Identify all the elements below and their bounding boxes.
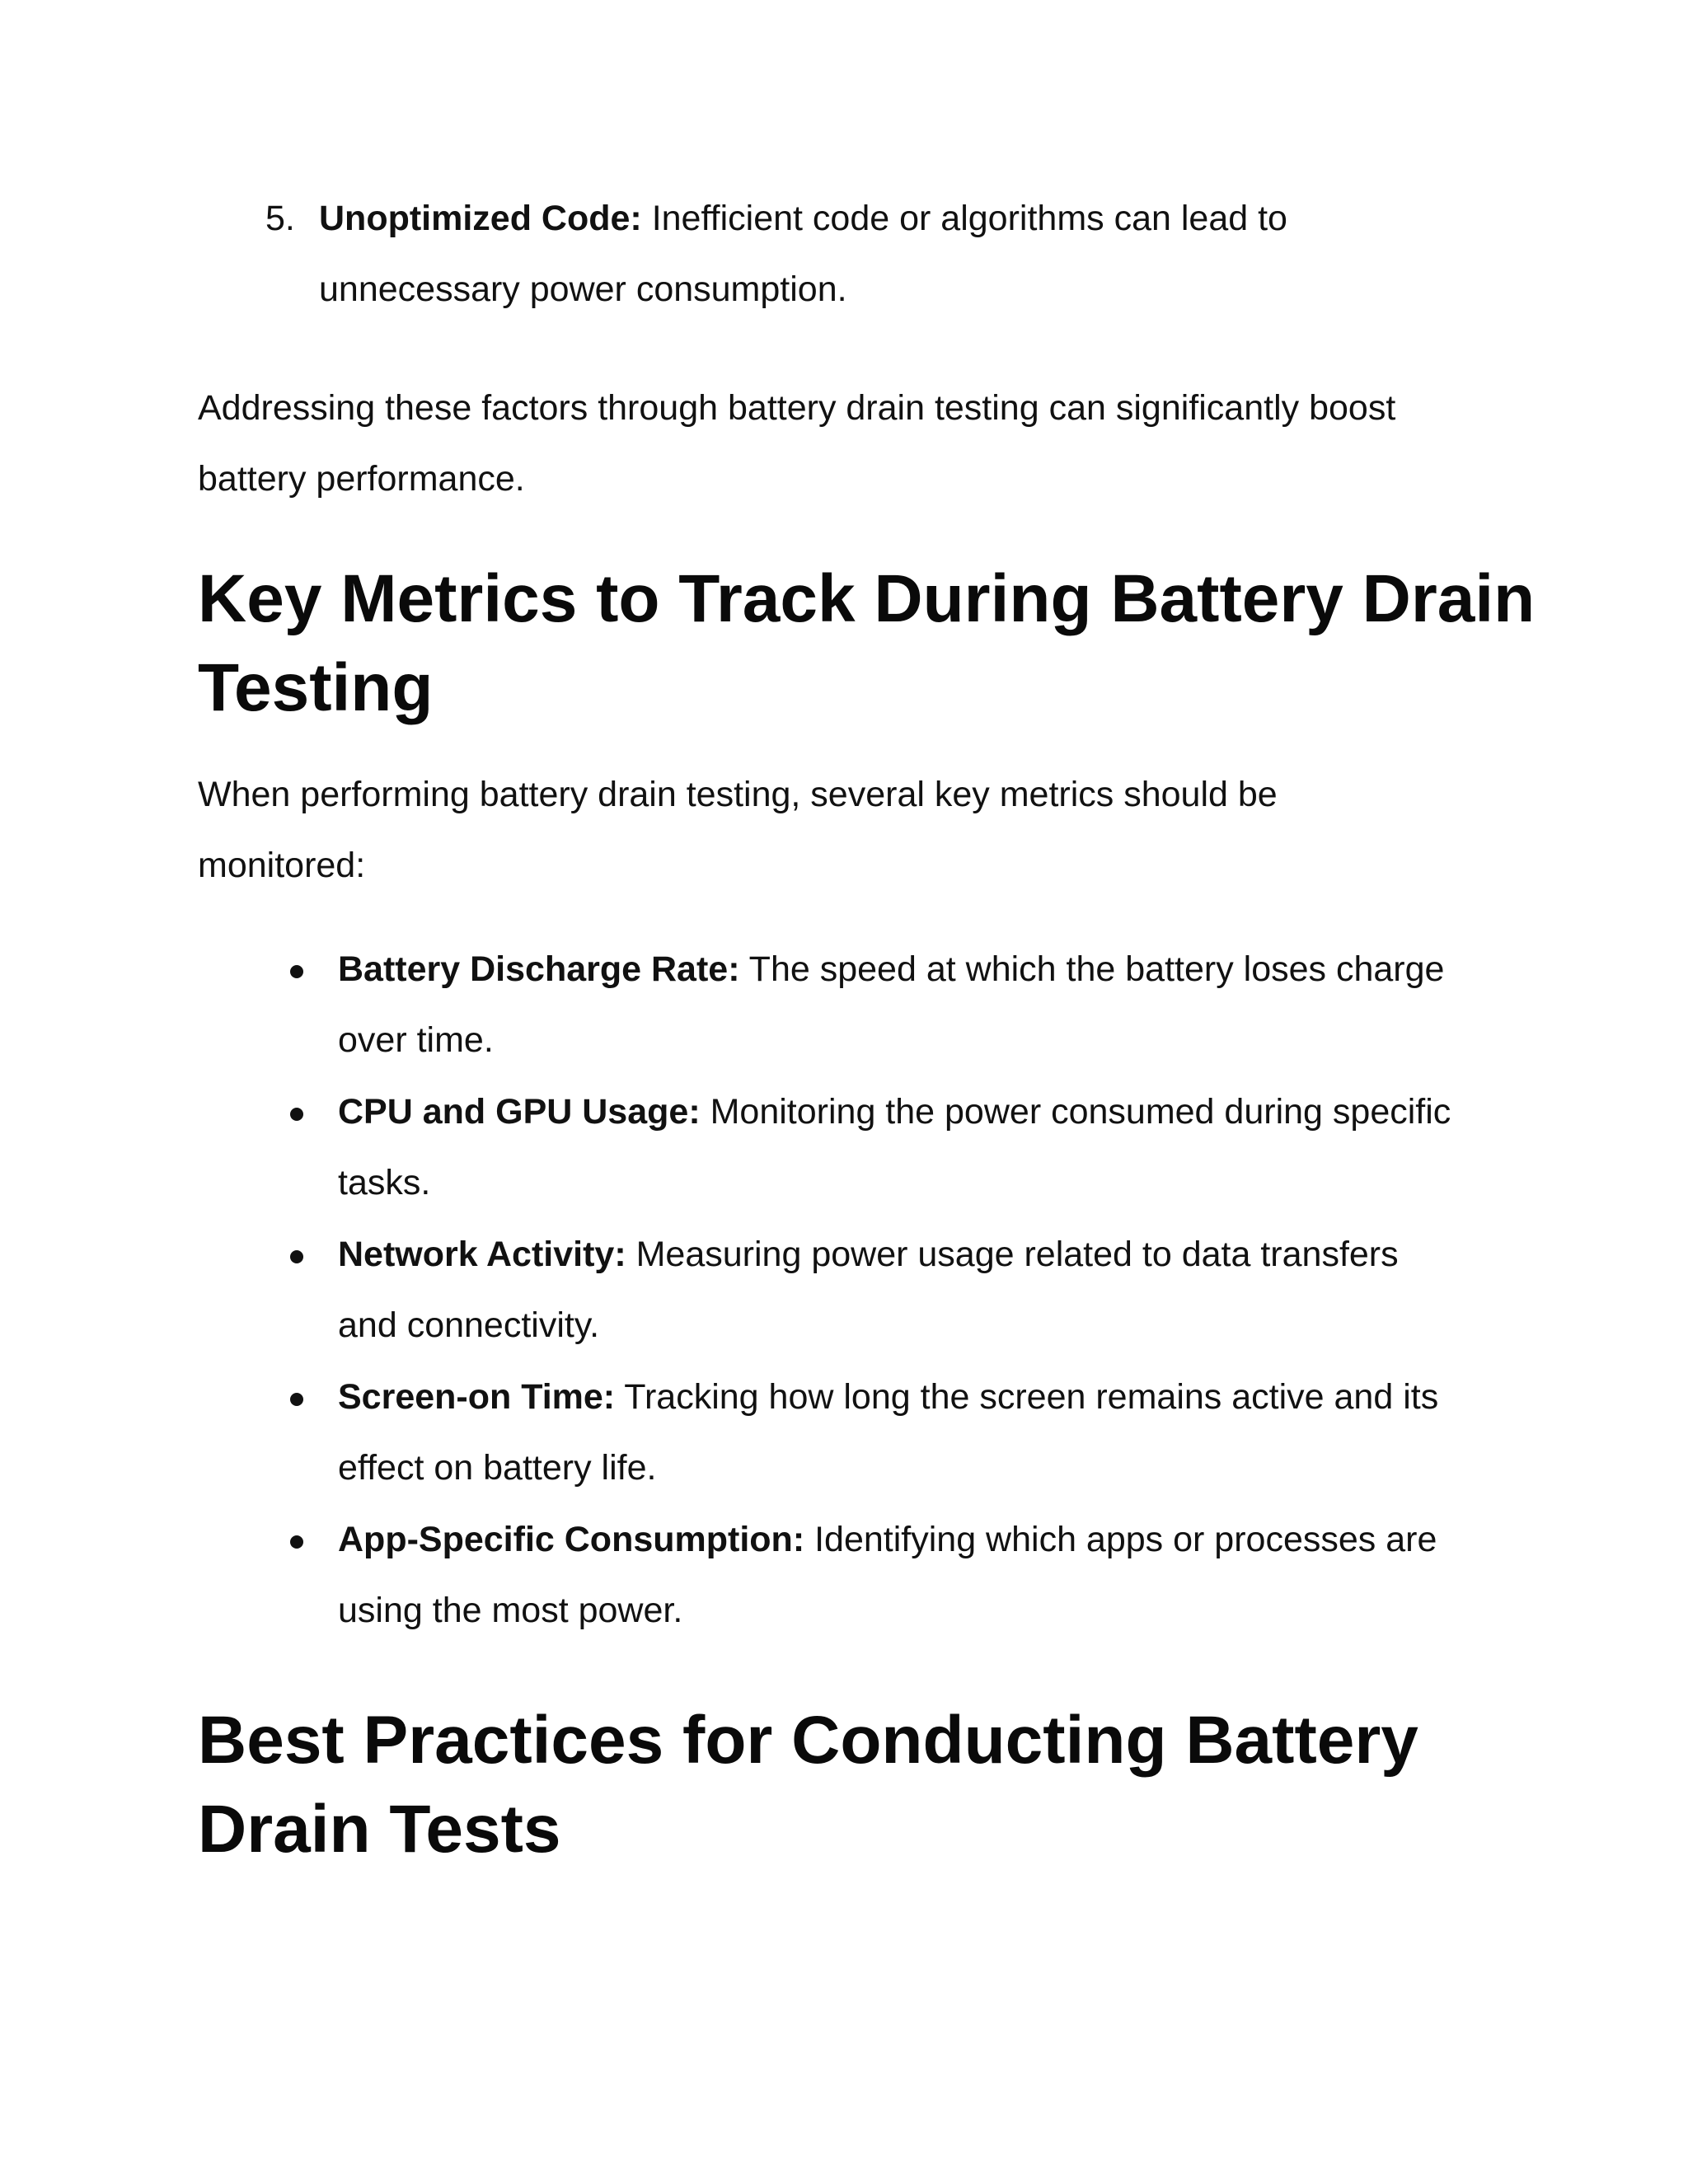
heading-line-1: Best Practices for Conducting Battery (198, 1703, 1418, 1778)
list-item-text: Tracking how long the screen remains active and its (615, 1377, 1439, 1417)
list-item-term: Battery Discharge Rate: (338, 949, 740, 989)
list-item-text: Identifying which apps or processes are (804, 1520, 1437, 1559)
list-item-text: Monitoring the power consumed during specific (700, 1092, 1451, 1132)
list-item-line-1 (338, 1076, 1508, 1147)
heading-key-metrics (198, 555, 1536, 733)
list-item-line-2: tasks. (338, 1163, 431, 1202)
list-item-line-2: using the most power. (338, 1591, 683, 1630)
list-item-line-1 (338, 1504, 1508, 1575)
heading-line-1: Key Metrics to Track During Battery Drain (198, 561, 1536, 636)
list-number: 5. (265, 199, 295, 238)
list-item-network-activity (284, 1219, 1521, 1361)
list-item-line-2: effect on battery life. (338, 1448, 657, 1488)
list-item-line-1 (319, 183, 1473, 254)
list-item-battery-discharge-rate (284, 934, 1521, 1076)
paragraph-line-1: Addressing these factors through battery drain testing can significantly boost (198, 388, 1396, 428)
list-item-line-1 (338, 1361, 1508, 1432)
paragraph-line-2: monitored: (198, 846, 366, 885)
list-item-line-1 (338, 1219, 1508, 1290)
heading-line-2: Drain Tests (198, 1792, 561, 1867)
heading-best-practices (198, 1696, 1517, 1874)
list-item-line-2: over time. (338, 1020, 494, 1060)
list-item-term: App-Specific Consumption: (338, 1520, 805, 1559)
list-item-content (338, 1076, 1508, 1218)
list-item-content (338, 1504, 1508, 1646)
list-item-text: Inefficient code or algorithms can lead to (641, 199, 1287, 238)
list-item-content (319, 183, 1473, 325)
paragraph-line-1: When performing battery drain testing, several key metrics should be (198, 775, 1278, 814)
list-item-text: The speed at which the battery loses charge (739, 949, 1445, 989)
list-item-term: Screen-on Time: (338, 1377, 616, 1417)
bullet-icon (290, 965, 303, 978)
list-item-screen-on-time (284, 1361, 1521, 1504)
list-item-content (338, 934, 1508, 1076)
paragraph-metrics-intro (198, 759, 1517, 901)
list-item-line-2: and connectivity. (338, 1305, 600, 1345)
bullet-icon (290, 1108, 303, 1121)
list-item-content (338, 1219, 1508, 1361)
list-item-line-2: unnecessary power consumption. (319, 269, 847, 309)
list-item-text: Measuring power usage related to data transfers (626, 1235, 1399, 1274)
list-item-term: Network Activity: (338, 1235, 626, 1274)
metrics-bullet-list (284, 934, 1521, 1647)
list-item-line-1 (338, 934, 1508, 1005)
paragraph-line-2: battery performance. (198, 459, 525, 499)
list-item-cpu-gpu-usage (284, 1076, 1521, 1219)
list-item-term: CPU and GPU Usage: (338, 1092, 701, 1132)
bullet-icon (290, 1535, 303, 1549)
list-item-app-specific-consumption (284, 1504, 1521, 1647)
list-item-term: Unoptimized Code: (319, 199, 642, 238)
list-item-content (338, 1361, 1508, 1503)
heading-line-2: Testing (198, 650, 434, 725)
paragraph-addressing-factors (198, 373, 1517, 514)
bullet-icon (290, 1250, 303, 1263)
bullet-icon (290, 1393, 303, 1406)
